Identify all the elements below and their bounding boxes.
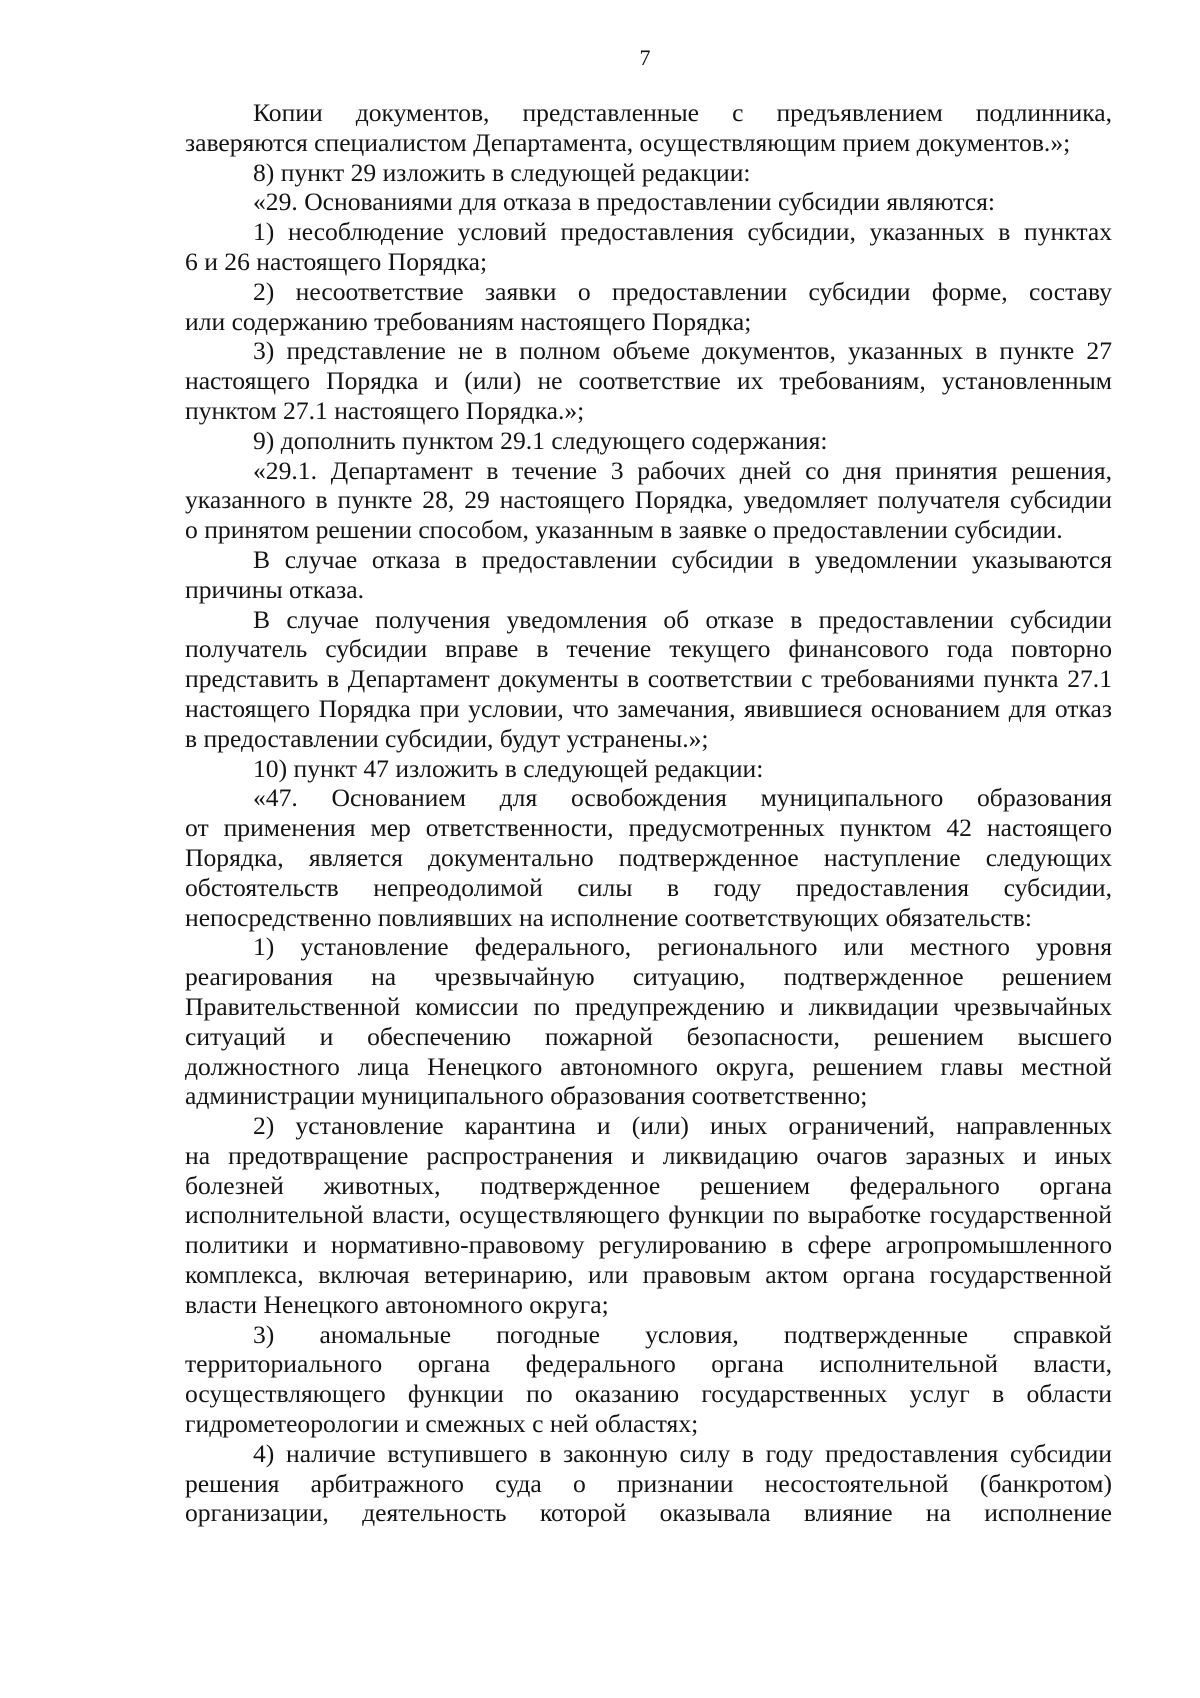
- text-line: [185, 783, 1112, 813]
- text-line: [185, 664, 1112, 694]
- text-line-content: 3) аномальные погодные условия, подтвержденные справкой: [253, 1319, 1112, 1349]
- text-line: [185, 992, 1112, 1022]
- text-line-content: 1) установление федерального, регионального или местного уровня: [253, 932, 1112, 962]
- text-line-content: болезней животных, подтвержденное решением федерального органа: [185, 1170, 1112, 1200]
- text-line-content: 3) представление не в полном объеме документов, указанных в пункте 27: [253, 336, 1112, 366]
- text-line: [185, 1469, 1112, 1499]
- text-line: [185, 932, 1112, 962]
- text-line: [185, 1409, 1112, 1439]
- text-line-content: 2) несоответствие заявки о предоставлении субсидии форме, составу: [253, 276, 1112, 306]
- text-line: [185, 485, 1112, 515]
- text-line: [185, 1171, 1112, 1201]
- text-line: [185, 545, 1112, 575]
- text-line: [185, 1022, 1112, 1052]
- text-line: [185, 277, 1112, 307]
- text-line: [185, 217, 1112, 247]
- text-line: [185, 1111, 1112, 1141]
- text-line: [185, 515, 1112, 545]
- text-line: [185, 1200, 1112, 1230]
- text-line: [185, 1379, 1112, 1409]
- text-line: [185, 634, 1112, 664]
- text-line-content: ситуаций и обеспечению пожарной безопасности, решением высшего: [185, 1021, 1112, 1051]
- text-line-content: настоящего Порядка и (или) не соответствие их требованиям, установленным: [185, 366, 1112, 396]
- text-line-content: 8) пункт 29 изложить в следующей редакции:: [253, 157, 751, 187]
- text-line-content: гидрометеорологии и смежных с ней областях;: [185, 1409, 699, 1439]
- text-line: [185, 1052, 1112, 1082]
- text-line-content: пунктом 27.1 настоящего Порядка.»;: [185, 395, 585, 425]
- text-line-content: причины отказа.: [185, 574, 364, 604]
- text-line: [185, 128, 1112, 158]
- text-line: [185, 903, 1112, 933]
- text-line-content: обстоятельств непреодолимой силы в году предоставления субсидии,: [185, 872, 1112, 902]
- text-line-content: настоящего Порядка при условии, что замечания, явившиеся основанием для отказ: [185, 693, 1112, 723]
- text-line-content: представить в Департамент документы в соответствии с требованиями пункта 27.1: [185, 664, 1112, 694]
- text-line: [185, 1320, 1112, 1350]
- text-line: [185, 754, 1112, 784]
- text-line: [185, 366, 1112, 396]
- text-line: [185, 694, 1112, 724]
- text-line: [185, 426, 1112, 456]
- text-line-content: «29. Основаниями для отказа в предоставлении субсидии являются:: [253, 187, 995, 217]
- text-line-content: в предоставлении субсидии, будут устранены.»;: [185, 723, 709, 753]
- text-line-content: указанного в пункте 28, 29 настоящего Порядка, уведомляет получателя субсидии: [185, 485, 1112, 515]
- text-line-content: исполнительной власти, осуществляющего функции по выработке государственной: [185, 1200, 1112, 1230]
- text-line: [185, 813, 1112, 843]
- text-line-content: получатель субсидии вправе в течение текущего финансового года повторно: [185, 634, 1112, 664]
- text-line-content: администрации муниципального образования соответственно;: [185, 1081, 868, 1111]
- document-body: [185, 98, 1112, 1528]
- text-line-content: 1) несоблюдение условий предоставления субсидии, указанных в пунктах: [253, 217, 1112, 247]
- text-line-content: реагирования на чрезвычайную ситуацию, подтвержденное решением: [185, 962, 1112, 992]
- text-line-content: о принятом решении способом, указанным в заявке о предоставлении субсидии.: [185, 515, 1063, 545]
- text-line: [185, 396, 1112, 426]
- text-line-content: В случае получения уведомления об отказе в предоставлении субсидии: [253, 604, 1112, 634]
- text-line-content: комплекса, включая ветеринарию, или правовым актом органа государственной: [185, 1260, 1112, 1290]
- text-line: [185, 1349, 1112, 1379]
- text-line-content: 4) наличие вступившего в законную силу в году предоставления субсидии: [253, 1438, 1112, 1468]
- text-line-content: «47. Основанием для освобождения муниципального образования: [253, 783, 1112, 813]
- text-line-content: 2) установление карантина и (или) иных ограничений, направленных: [253, 1111, 1112, 1141]
- text-line-content: 9) дополнить пунктом 29.1 следующего содержания:: [253, 425, 828, 455]
- text-line: [185, 724, 1112, 754]
- text-line: [185, 1260, 1112, 1290]
- text-line: [185, 843, 1112, 873]
- text-line: [185, 1081, 1112, 1111]
- text-line: [185, 307, 1112, 337]
- text-line: [185, 158, 1112, 188]
- text-line-content: непосредственно повлиявших на исполнение соответствующих обязательств:: [185, 902, 1032, 932]
- text-line: [185, 456, 1112, 486]
- text-line: [185, 247, 1112, 277]
- text-line-content: организации, деятельность которой оказывала влияние на исполнение: [185, 1498, 1112, 1528]
- text-line-content: власти Ненецкого автономного округа;: [185, 1289, 609, 1319]
- text-line-content: политики и нормативно-правовому регулированию в сфере агропромышленного: [185, 1230, 1112, 1260]
- text-line-content: должностного лица Ненецкого автономного округа, решением главы местной: [185, 1051, 1112, 1081]
- text-line: [185, 1439, 1112, 1469]
- text-line: [185, 605, 1112, 635]
- text-line-content: осуществляющего функции по оказанию государственных услуг в области: [185, 1379, 1112, 1409]
- text-line-content: 6 и 26 настоящего Порядка;: [185, 246, 488, 276]
- text-line-content: Порядка, является документально подтвержденное наступление следующих: [185, 842, 1112, 872]
- text-line: [185, 98, 1112, 128]
- text-line-content: Копии документов, представленные с предъявлением подлинника,: [253, 98, 1112, 127]
- text-line: [185, 1141, 1112, 1171]
- text-line-content: Правительственной комиссии по предупреждению и ликвидации чрезвычайных: [185, 991, 1112, 1021]
- text-line-content: В случае отказа в предоставлении субсидии в уведомлении указываются: [253, 544, 1112, 574]
- text-line-content: или содержанию требованиям настоящего Порядка;: [185, 306, 752, 336]
- text-line: [185, 336, 1112, 366]
- text-line: [185, 873, 1112, 903]
- page-number: 7: [639, 45, 651, 70]
- text-line-content: на предотвращение распространения и ликвидацию очагов заразных и иных: [185, 1140, 1112, 1170]
- text-line: [185, 1290, 1112, 1320]
- text-line-content: «29.1. Департамент в течение 3 рабочих дней со дня принятия решения,: [253, 455, 1112, 485]
- text-line-content: 10) пункт 47 изложить в следующей редакции:: [253, 753, 764, 783]
- text-line: [185, 1498, 1112, 1528]
- text-line: [185, 187, 1112, 217]
- text-line: [185, 1230, 1112, 1260]
- text-line: [185, 962, 1112, 992]
- text-line-content: заверяются специалистом Департамента, осуществляющим прием документов.»;: [185, 127, 1071, 157]
- text-line-content: территориального органа федерального органа исполнительной власти,: [185, 1349, 1112, 1379]
- text-line: [185, 575, 1112, 605]
- text-line-content: от применения мер ответственности, предусмотренных пунктом 42 настоящего: [185, 813, 1112, 843]
- text-line-content: решения арбитражного суда о признании несостоятельной (банкротом): [185, 1468, 1112, 1498]
